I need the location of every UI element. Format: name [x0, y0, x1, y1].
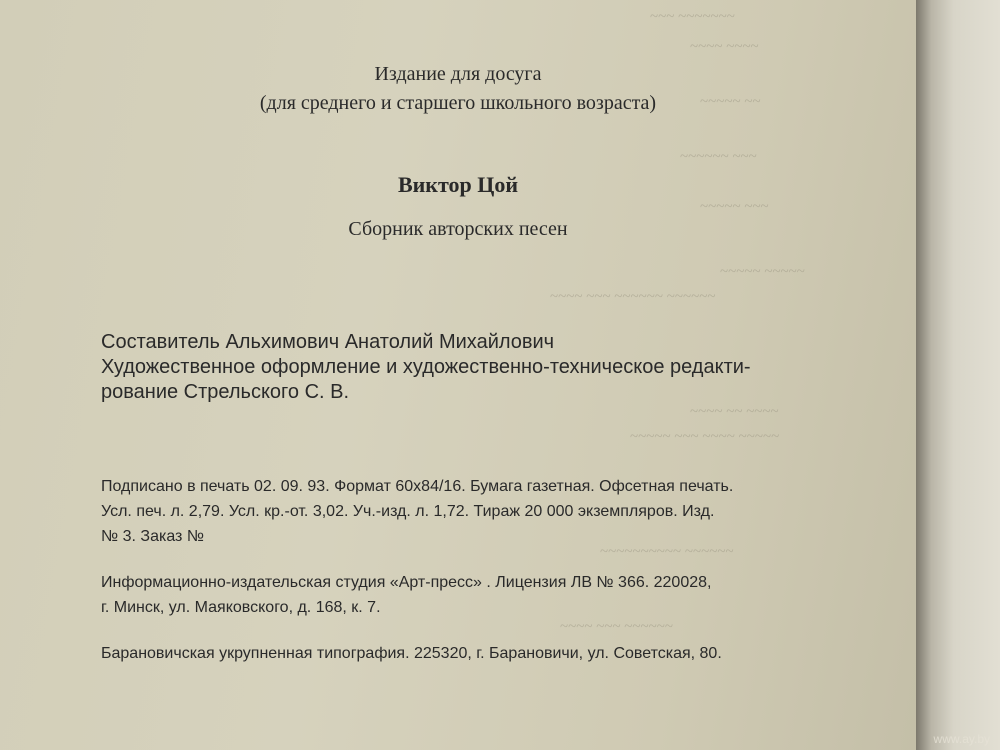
show-through-text: ~~~~ ~~~ ~~~~~~ ~~~~~~: [550, 289, 716, 305]
edition-line: Издание для досуга: [374, 63, 542, 85]
show-through-text: ~~~~~ ~~~ ~~~~ ~~~~~: [630, 429, 780, 445]
printer-line: Барановичская укрупненная типография. 225320, г. Барановичи, ул. Советская, 80.: [101, 645, 722, 662]
publisher-line-1: Информационно-издательская студия «Арт-пресс» . Лицензия ЛВ № 366. 220028,: [101, 574, 712, 591]
show-through-text: ~~~~ ~~~~: [690, 39, 759, 55]
watermark: www.ay.by: [933, 732, 990, 746]
book-subtitle: Сборник авторских песен: [348, 218, 568, 240]
author-name: Виктор Цой: [397, 172, 519, 197]
page-edge: [916, 0, 1000, 750]
show-through-text: ~~~~~~ ~~~: [680, 149, 757, 165]
show-through-text: ~~~~~~~~~~ ~~~~~~: [600, 544, 734, 560]
show-through-text: ~~~~~ ~~: [700, 94, 761, 110]
show-through-text: ~~~~ ~~~ ~~~~~~: [560, 619, 673, 635]
printing-info-line-1: Подписано в печать 02. 09. 93. Формат 60х84/16. Бумага газетная. Офсетная печать.: [101, 478, 734, 495]
compiler-line: Составитель Альхимович Анатолий Михайлович: [101, 331, 555, 353]
show-through-text: ~~~~ ~~ ~~~~: [690, 404, 779, 420]
show-through-text: ~~~ ~~~~~~~: [650, 9, 735, 25]
printing-info-line-2: Усл. печ. л. 2,79. Усл. кр.-от. 3,02. Уч.-изд. л. 1,72. Тираж 20 000 экземпляров. Изд.: [101, 503, 715, 520]
design-credit-line-2: рование Стрельского С. В.: [101, 381, 350, 403]
show-through-text: ~~~~~ ~~~: [700, 199, 769, 215]
audience-line: (для среднего и старшего школьного возраста): [259, 92, 657, 114]
printing-info-line-3: № 3. Заказ №: [101, 528, 204, 545]
publisher-line-2: г. Минск, ул. Маяковского, д. 168, к. 7.: [101, 599, 381, 616]
show-through-text: ~~~~~ ~~~~~: [720, 264, 805, 280]
design-credit-line-1: Художественное оформление и художественно-техническое редакти-: [101, 356, 751, 378]
